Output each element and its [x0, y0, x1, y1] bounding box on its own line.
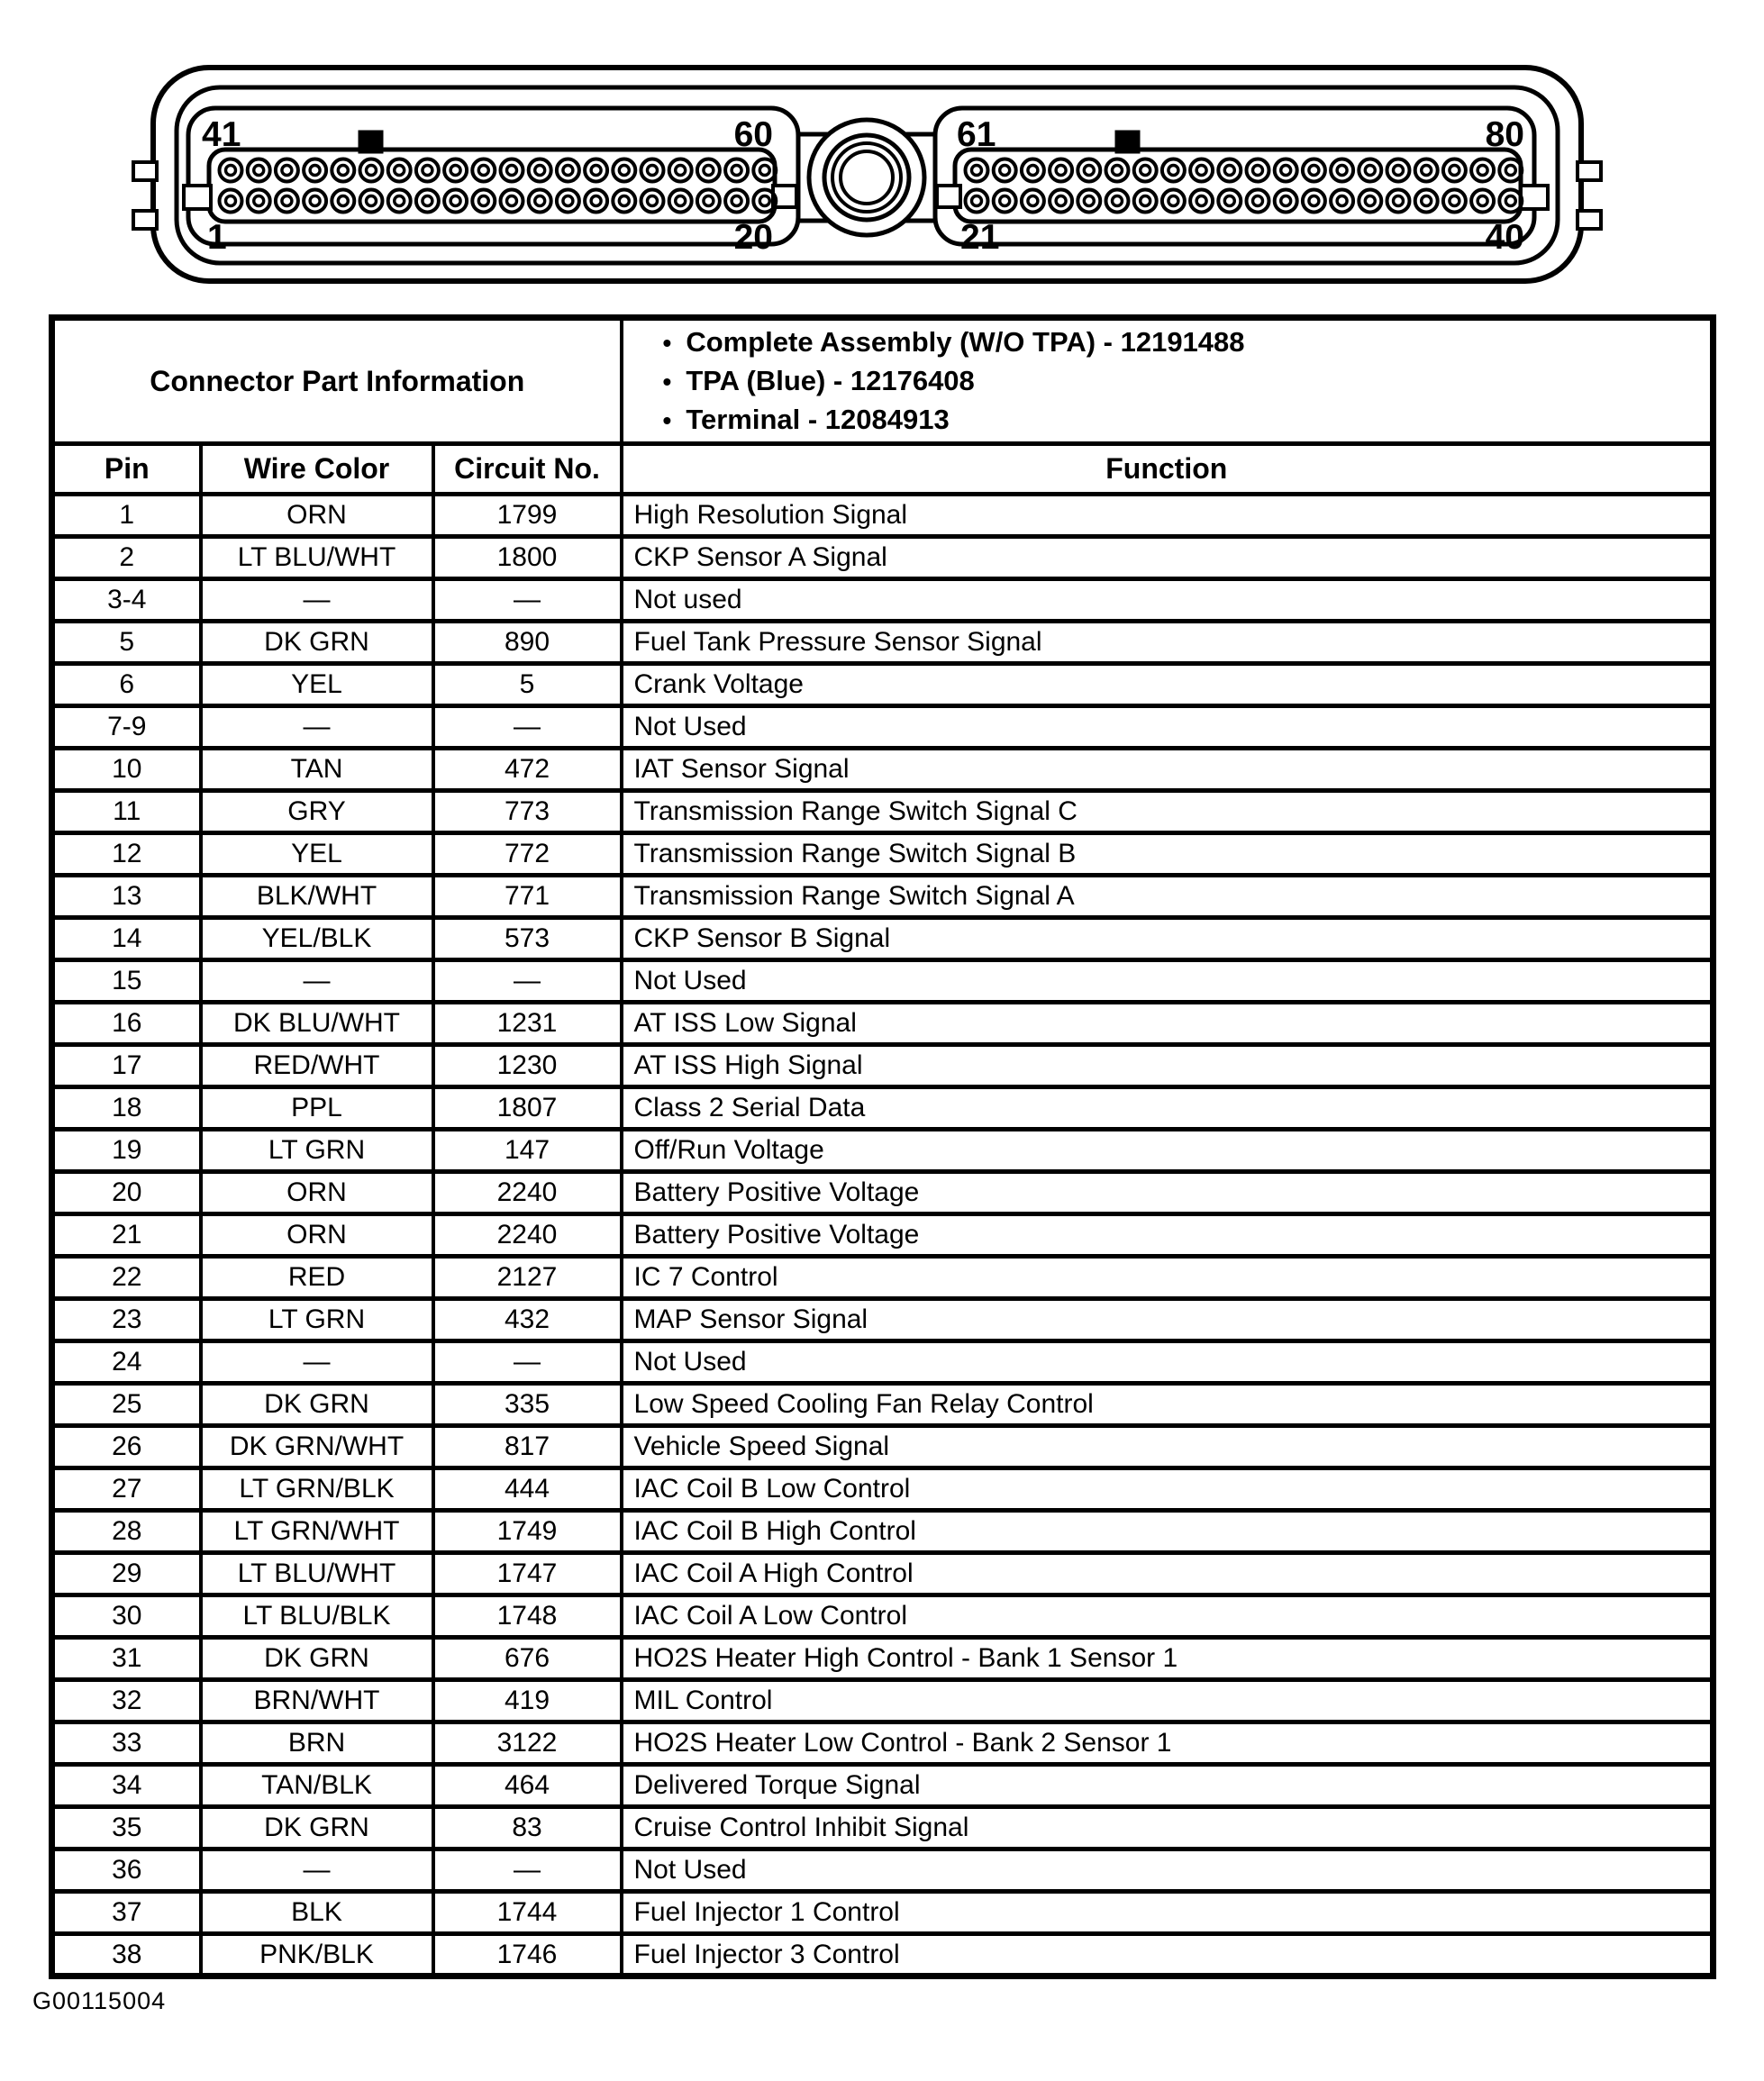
circuit-no-cell: —: [433, 960, 622, 1003]
pin-cell: 34: [52, 1765, 201, 1807]
wire-color-cell: YEL: [201, 833, 433, 876]
circuit-no-cell: 817: [433, 1426, 622, 1468]
table-row: [52, 1849, 1714, 1892]
circuit-no-cell: 5: [433, 664, 622, 706]
part-info-item-text: Terminal - 12084913: [686, 403, 950, 435]
pin-label-40: 40: [1485, 218, 1524, 257]
table-row: [52, 1595, 1714, 1638]
part-info-row: [52, 318, 1714, 444]
circuit-no-cell: —: [433, 1341, 622, 1384]
table-row: [52, 1172, 1714, 1214]
wire-color-cell: YEL/BLK: [201, 918, 433, 960]
pcm-connector-drawing: [0, 0, 1764, 302]
table-row: [52, 1130, 1714, 1172]
function-cell: HO2S Heater High Control - Bank 1 Sensor 1: [622, 1638, 1714, 1680]
part-info-item: [623, 362, 1710, 401]
function-cell: CKP Sensor A Signal: [622, 537, 1714, 579]
function-cell: IC 7 Control: [622, 1257, 1714, 1299]
part-info-item-text: TPA (Blue) - 12176408: [686, 364, 975, 396]
pin-grid-left: [220, 159, 777, 213]
table-row: [52, 833, 1714, 876]
pin-cell: 21: [52, 1214, 201, 1257]
bullet-icon: •: [662, 328, 672, 357]
wire-color-cell: DK GRN: [201, 622, 433, 664]
function-cell: Not Used: [622, 1341, 1714, 1384]
table-row: [52, 664, 1714, 706]
wire-color-cell: DK BLU/WHT: [201, 1003, 433, 1045]
function-cell: Delivered Torque Signal: [622, 1765, 1714, 1807]
circuit-no-cell: 676: [433, 1638, 622, 1680]
function-cell: Low Speed Cooling Fan Relay Control: [622, 1384, 1714, 1426]
wire-color-cell: DK GRN/WHT: [201, 1426, 433, 1468]
pinout-table-body: [52, 495, 1714, 1976]
table-row: [52, 1722, 1714, 1765]
circuit-no-cell: 573: [433, 918, 622, 960]
pin-cell: 12: [52, 833, 201, 876]
figure-id: G00115004: [32, 1987, 167, 2014]
pin-cell: 31: [52, 1638, 201, 1680]
function-cell: AT ISS High Signal: [622, 1045, 1714, 1087]
circuit-no-cell: 147: [433, 1130, 622, 1172]
wire-color-cell: —: [201, 579, 433, 622]
wire-color-cell: ORN: [201, 495, 433, 537]
circuit-no-cell: 1749: [433, 1511, 622, 1553]
pin-cell: 14: [52, 918, 201, 960]
circuit-no-cell: 772: [433, 833, 622, 876]
wire-color-cell: BLK/WHT: [201, 876, 433, 918]
circuit-no-cell: 419: [433, 1680, 622, 1722]
wire-color-cell: BRN: [201, 1722, 433, 1765]
wire-color-cell: DK GRN: [201, 1384, 433, 1426]
pin-cell: 15: [52, 960, 201, 1003]
wire-color-cell: LT GRN/BLK: [201, 1468, 433, 1511]
pin-cell: 28: [52, 1511, 201, 1553]
header-wire: Wire Color: [201, 444, 433, 495]
pin-cell: 13: [52, 876, 201, 918]
function-cell: AT ISS Low Signal: [622, 1003, 1714, 1045]
function-cell: Transmission Range Switch Signal B: [622, 833, 1714, 876]
pin-cell: 33: [52, 1722, 201, 1765]
circuit-no-cell: 2240: [433, 1214, 622, 1257]
pin-cell: 3-4: [52, 579, 201, 622]
table-row: [52, 537, 1714, 579]
header-function: Function: [622, 444, 1714, 495]
table-row: [52, 1807, 1714, 1849]
wire-color-cell: LT BLU/WHT: [201, 1553, 433, 1595]
circuit-no-cell: 771: [433, 876, 622, 918]
header-circuit: Circuit No.: [433, 444, 622, 495]
function-cell: IAT Sensor Signal: [622, 749, 1714, 791]
table-row: [52, 1341, 1714, 1384]
function-cell: Fuel Injector 1 Control: [622, 1892, 1714, 1934]
circuit-no-cell: 3122: [433, 1722, 622, 1765]
pin-cell: 36: [52, 1849, 201, 1892]
pin-cell: 24: [52, 1341, 201, 1384]
pin-cell: 29: [52, 1553, 201, 1595]
connector-face-svg: [0, 0, 1764, 302]
table-row: [52, 791, 1714, 833]
pin-cell: 32: [52, 1680, 201, 1722]
pin-cell: 22: [52, 1257, 201, 1299]
table-row: [52, 495, 1714, 537]
pin-cell: 38: [52, 1934, 201, 1976]
pin-cell: 1: [52, 495, 201, 537]
table-row: [52, 1892, 1714, 1934]
table-row: [52, 918, 1714, 960]
function-cell: IAC Coil A High Control: [622, 1553, 1714, 1595]
wire-color-cell: LT GRN: [201, 1130, 433, 1172]
wire-color-cell: RED: [201, 1257, 433, 1299]
circuit-no-cell: 1230: [433, 1045, 622, 1087]
function-cell: IAC Coil B Low Control: [622, 1468, 1714, 1511]
circuit-no-cell: 773: [433, 791, 622, 833]
header-pin: Pin: [52, 444, 201, 495]
circuit-no-cell: 444: [433, 1468, 622, 1511]
part-info-item: [623, 323, 1710, 362]
table-row: [52, 876, 1714, 918]
pin-cell: 23: [52, 1299, 201, 1341]
table-row: [52, 1765, 1714, 1807]
table-row: [52, 1680, 1714, 1722]
circuit-no-cell: —: [433, 706, 622, 749]
function-cell: IAC Coil B High Control: [622, 1511, 1714, 1553]
function-cell: MAP Sensor Signal: [622, 1299, 1714, 1341]
pin-cell: 6: [52, 664, 201, 706]
table-row: [52, 1468, 1714, 1511]
notch-right-outer: [1521, 186, 1548, 209]
circuit-no-cell: 83: [433, 1807, 622, 1849]
pin-cell: 10: [52, 749, 201, 791]
table-row: [52, 1257, 1714, 1299]
wire-color-cell: DK GRN: [201, 1807, 433, 1849]
pin-label-21: 21: [960, 218, 1000, 257]
pin-cell: 26: [52, 1426, 201, 1468]
table-row: [52, 1045, 1714, 1087]
pin-cell: 25: [52, 1384, 201, 1426]
column-header-row: [52, 444, 1714, 495]
part-info-item: [623, 401, 1710, 440]
wire-color-cell: —: [201, 1341, 433, 1384]
wire-color-cell: ORN: [201, 1172, 433, 1214]
table-row: [52, 1426, 1714, 1468]
pin-cell: 35: [52, 1807, 201, 1849]
circuit-no-cell: 2127: [433, 1257, 622, 1299]
wire-color-cell: —: [201, 706, 433, 749]
wire-color-cell: BRN/WHT: [201, 1680, 433, 1722]
circuit-no-cell: 472: [433, 749, 622, 791]
pin-grid-right: [966, 159, 1523, 213]
function-cell: CKP Sensor B Signal: [622, 918, 1714, 960]
pin-cell: 7-9: [52, 706, 201, 749]
pin-cell: 30: [52, 1595, 201, 1638]
table-row: [52, 1087, 1714, 1130]
circuit-no-cell: 335: [433, 1384, 622, 1426]
wire-color-cell: LT GRN: [201, 1299, 433, 1341]
circuit-no-cell: 1746: [433, 1934, 622, 1976]
function-cell: Class 2 Serial Data: [622, 1087, 1714, 1130]
circuit-no-cell: 1800: [433, 537, 622, 579]
pin-label-20: 20: [733, 218, 773, 257]
function-cell: Fuel Injector 3 Control: [622, 1934, 1714, 1976]
pin-label-41: 41: [202, 115, 241, 154]
pin-cell: 18: [52, 1087, 201, 1130]
function-cell: HO2S Heater Low Control - Bank 2 Sensor 1: [622, 1722, 1714, 1765]
wire-color-cell: —: [201, 960, 433, 1003]
function-cell: Not Used: [622, 1849, 1714, 1892]
bullet-icon: •: [662, 405, 672, 434]
wire-color-cell: PPL: [201, 1087, 433, 1130]
wire-color-cell: DK GRN: [201, 1638, 433, 1680]
function-cell: Crank Voltage: [622, 664, 1714, 706]
pin-cell: 20: [52, 1172, 201, 1214]
function-cell: Not Used: [622, 706, 1714, 749]
wire-color-cell: —: [201, 1849, 433, 1892]
wire-color-cell: BLK: [201, 1892, 433, 1934]
function-cell: High Resolution Signal: [622, 495, 1714, 537]
notch-right-inner: [937, 186, 960, 207]
pin-cell: 37: [52, 1892, 201, 1934]
table-row: [52, 749, 1714, 791]
connector-pinout-table: [49, 314, 1716, 1979]
function-cell: Vehicle Speed Signal: [622, 1426, 1714, 1468]
circuit-no-cell: 1748: [433, 1595, 622, 1638]
pin-cell: 16: [52, 1003, 201, 1045]
wire-color-cell: LT GRN/WHT: [201, 1511, 433, 1553]
pin-cell: 27: [52, 1468, 201, 1511]
bullet-icon: •: [662, 367, 672, 395]
case-tab-right-lower: [1578, 211, 1601, 229]
table-row: [52, 1214, 1714, 1257]
function-cell: Fuel Tank Pressure Sensor Signal: [622, 622, 1714, 664]
case-tab-right-upper: [1578, 162, 1601, 180]
circuit-no-cell: 464: [433, 1765, 622, 1807]
table-row: [52, 1511, 1714, 1553]
table-row: [52, 1003, 1714, 1045]
table-row: [52, 1299, 1714, 1341]
table-row: [52, 1553, 1714, 1595]
function-cell: Off/Run Voltage: [622, 1130, 1714, 1172]
wire-color-cell: PNK/BLK: [201, 1934, 433, 1976]
circuit-no-cell: 2240: [433, 1172, 622, 1214]
wire-color-cell: TAN/BLK: [201, 1765, 433, 1807]
function-cell: Not used: [622, 579, 1714, 622]
circuit-no-cell: —: [433, 1849, 622, 1892]
table-row: [52, 622, 1714, 664]
function-cell: MIL Control: [622, 1680, 1714, 1722]
case-tab-left-upper: [133, 162, 157, 180]
part-info-item-text: Complete Assembly (W/O TPA) - 12191488: [686, 325, 1245, 358]
wire-color-cell: YEL: [201, 664, 433, 706]
pin-cell: 2: [52, 537, 201, 579]
case-tab-left-lower: [133, 211, 157, 229]
circuit-no-cell: 1799: [433, 495, 622, 537]
table-row: [52, 579, 1714, 622]
circuit-no-cell: 890: [433, 622, 622, 664]
pin-cell: 5: [52, 622, 201, 664]
center-bolt-icon: [809, 120, 924, 235]
function-cell: Transmission Range Switch Signal A: [622, 876, 1714, 918]
function-cell: Battery Positive Voltage: [622, 1172, 1714, 1214]
pin-cell: 19: [52, 1130, 201, 1172]
circuit-no-cell: 1231: [433, 1003, 622, 1045]
pin-label-61: 61: [957, 115, 996, 154]
function-cell: Transmission Range Switch Signal C: [622, 791, 1714, 833]
function-cell: IAC Coil A Low Control: [622, 1595, 1714, 1638]
table-row: [52, 706, 1714, 749]
table-row: [52, 1934, 1714, 1976]
table-row: [52, 1384, 1714, 1426]
pin-cell: 11: [52, 791, 201, 833]
function-cell: Cruise Control Inhibit Signal: [622, 1807, 1714, 1849]
circuit-no-cell: 1807: [433, 1087, 622, 1130]
wire-color-cell: LT BLU/WHT: [201, 537, 433, 579]
pin-cell: 17: [52, 1045, 201, 1087]
pin-label-60: 60: [733, 115, 773, 154]
circuit-no-cell: 1744: [433, 1892, 622, 1934]
pin-label-1: 1: [207, 218, 227, 257]
wire-color-cell: ORN: [201, 1214, 433, 1257]
wire-color-cell: GRY: [201, 791, 433, 833]
part-info-title: Connector Part Information: [52, 318, 622, 444]
function-cell: Battery Positive Voltage: [622, 1214, 1714, 1257]
table-row: [52, 1638, 1714, 1680]
circuit-no-cell: 1747: [433, 1553, 622, 1595]
function-cell: Not Used: [622, 960, 1714, 1003]
wire-color-cell: TAN: [201, 749, 433, 791]
pin-label-80: 80: [1485, 115, 1524, 154]
part-info-list: [622, 318, 1714, 444]
wire-color-cell: RED/WHT: [201, 1045, 433, 1087]
circuit-no-cell: —: [433, 579, 622, 622]
notch-left-outer: [184, 186, 211, 209]
wire-color-cell: LT BLU/BLK: [201, 1595, 433, 1638]
circuit-no-cell: 432: [433, 1299, 622, 1341]
table-row: [52, 960, 1714, 1003]
